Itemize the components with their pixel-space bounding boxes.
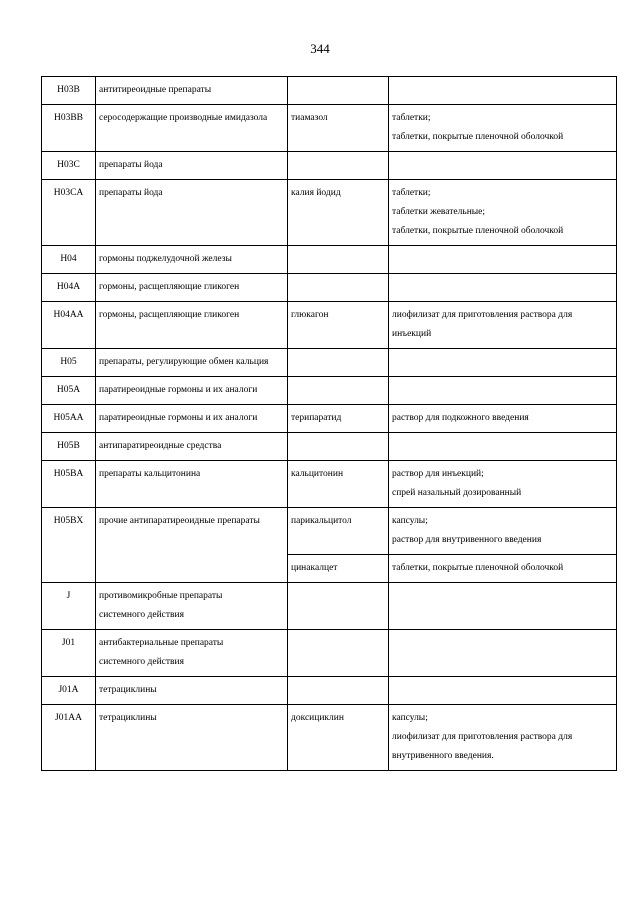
anatomical-group-cell bbox=[96, 377, 288, 405]
table-row bbox=[42, 461, 617, 508]
drug-name-cell bbox=[288, 433, 389, 461]
anatomical-group-line: системного действия bbox=[99, 657, 184, 667]
anatomical-group-cell bbox=[96, 180, 288, 246]
dosage-form-line: лиофилизат для приготовления раствора для bbox=[392, 732, 573, 742]
table-row bbox=[42, 405, 617, 433]
anatomical-group-cell bbox=[96, 274, 288, 302]
anatomical-group-line: паратиреоидные гормоны и их аналоги bbox=[99, 413, 258, 423]
drug-name-cell: тиамазол bbox=[288, 105, 389, 152]
dosage-form-line: таблетки; bbox=[392, 188, 431, 198]
dosage-form-cell bbox=[389, 555, 617, 583]
anatomical-group-cell bbox=[96, 105, 288, 152]
atc-code-cell: H05A bbox=[42, 377, 96, 405]
dosage-form-cell bbox=[389, 705, 617, 771]
dosage-form-cell bbox=[389, 246, 617, 274]
anatomical-group-cell bbox=[96, 677, 288, 705]
atc-code-cell: J01AA bbox=[42, 705, 96, 771]
table-row bbox=[42, 77, 617, 105]
anatomical-group-cell bbox=[96, 349, 288, 377]
atc-table-body bbox=[42, 77, 617, 771]
drug-name-cell bbox=[288, 246, 389, 274]
atc-code-cell: H04AA bbox=[42, 302, 96, 349]
atc-code-cell: H03CA bbox=[42, 180, 96, 246]
drug-name-cell bbox=[288, 377, 389, 405]
dosage-form-cell bbox=[389, 105, 617, 152]
drug-name-cell: цинакалцет bbox=[288, 555, 389, 583]
table-row bbox=[42, 377, 617, 405]
anatomical-group-cell bbox=[96, 433, 288, 461]
dosage-form-cell bbox=[389, 274, 617, 302]
atc-code-cell: H03B bbox=[42, 77, 96, 105]
anatomical-group-line: гормоны, расщепляющие гликоген bbox=[99, 310, 240, 320]
drug-name-cell bbox=[288, 583, 389, 630]
dosage-form-cell bbox=[389, 180, 617, 246]
dosage-form-line: таблетки, покрытые пленочной оболочкой bbox=[392, 563, 564, 573]
dosage-form-line: раствор для инъекций; bbox=[392, 469, 484, 479]
anatomical-group-line: противомикробные препараты bbox=[99, 591, 223, 601]
anatomical-group-cell bbox=[96, 705, 288, 771]
atc-code-cell: H05AA bbox=[42, 405, 96, 433]
drug-name-cell bbox=[288, 274, 389, 302]
drug-name-cell: парикальцитол bbox=[288, 508, 389, 555]
anatomical-group-line: гормоны, расщепляющие гликоген bbox=[99, 282, 240, 292]
anatomical-group-line: препараты, регулирующие обмен кальция bbox=[99, 357, 269, 367]
table-row bbox=[42, 274, 617, 302]
table-row bbox=[42, 349, 617, 377]
anatomical-group-line: тетрациклины bbox=[99, 713, 157, 723]
anatomical-group-line: прочие антипаратиреоидные препараты bbox=[99, 516, 260, 526]
dosage-form-cell bbox=[389, 508, 617, 555]
anatomical-group-line: гормоны поджелудочной железы bbox=[99, 254, 232, 264]
atc-code-cell: H04A bbox=[42, 274, 96, 302]
dosage-form-line: лиофилизат для приготовления раствора для bbox=[392, 310, 573, 320]
dosage-form-line: раствор для внутривенного введения bbox=[392, 535, 542, 545]
anatomical-group-cell bbox=[96, 405, 288, 433]
anatomical-group-line: антибактериальные препараты bbox=[99, 638, 224, 648]
table-row bbox=[42, 508, 617, 555]
atc-code-cell: H05 bbox=[42, 349, 96, 377]
drug-name-cell: доксициклин bbox=[288, 705, 389, 771]
dosage-form-line: капсулы; bbox=[392, 713, 428, 723]
anatomical-group-line: серосодержащие производные имидазола bbox=[99, 113, 268, 123]
drug-name-cell bbox=[288, 77, 389, 105]
anatomical-group-line: паратиреоидные гормоны и их аналоги bbox=[99, 385, 258, 395]
dosage-form-line: таблетки; bbox=[392, 113, 431, 123]
dosage-form-cell bbox=[389, 433, 617, 461]
dosage-form-cell bbox=[389, 461, 617, 508]
anatomical-group-cell bbox=[96, 508, 288, 583]
anatomical-group-cell bbox=[96, 302, 288, 349]
dosage-form-cell bbox=[389, 377, 617, 405]
table-row bbox=[42, 677, 617, 705]
table-row bbox=[42, 705, 617, 771]
atc-code-cell: H05B bbox=[42, 433, 96, 461]
atc-code-cell: H03C bbox=[42, 152, 96, 180]
atc-code-cell: H04 bbox=[42, 246, 96, 274]
table-row bbox=[42, 180, 617, 246]
dosage-form-cell bbox=[389, 677, 617, 705]
atc-code-cell: H05BA bbox=[42, 461, 96, 508]
atc-code-cell: J01 bbox=[42, 630, 96, 677]
atc-code-cell: H03BB bbox=[42, 105, 96, 152]
dosage-form-cell bbox=[389, 152, 617, 180]
drug-name-cell bbox=[288, 152, 389, 180]
atc-code-cell: J bbox=[42, 583, 96, 630]
anatomical-group-line: препараты йода bbox=[99, 160, 163, 170]
anatomical-group-line: препараты кальцитонина bbox=[99, 469, 201, 479]
drug-name-cell bbox=[288, 630, 389, 677]
anatomical-group-cell bbox=[96, 630, 288, 677]
dosage-form-cell bbox=[389, 630, 617, 677]
dosage-form-line: спрей назальный дозированный bbox=[392, 488, 522, 498]
drug-name-cell: глюкагон bbox=[288, 302, 389, 349]
dosage-form-line: таблетки, покрытые пленочной оболочкой bbox=[392, 226, 564, 236]
dosage-form-cell bbox=[389, 77, 617, 105]
dosage-form-line: капсулы; bbox=[392, 516, 428, 526]
anatomical-group-cell bbox=[96, 583, 288, 630]
drug-name-cell: терипаратид bbox=[288, 405, 389, 433]
dosage-form-line: инъекций bbox=[392, 329, 432, 339]
table-row bbox=[42, 433, 617, 461]
drug-name-cell bbox=[288, 677, 389, 705]
dosage-form-line: таблетки, покрытые пленочной оболочкой bbox=[392, 132, 564, 142]
atc-code-cell: J01A bbox=[42, 677, 96, 705]
table-row bbox=[42, 246, 617, 274]
dosage-form-line: внутривенного введения. bbox=[392, 751, 494, 761]
table-row bbox=[42, 583, 617, 630]
anatomical-group-line: антитиреоидные препараты bbox=[99, 85, 212, 95]
dosage-form-cell bbox=[389, 349, 617, 377]
anatomical-group-cell bbox=[96, 246, 288, 274]
drug-name-cell bbox=[288, 349, 389, 377]
table-row bbox=[42, 630, 617, 677]
dosage-form-cell bbox=[389, 583, 617, 630]
table-row bbox=[42, 302, 617, 349]
anatomical-group-line: системного действия bbox=[99, 610, 184, 620]
anatomical-group-cell bbox=[96, 77, 288, 105]
table-row bbox=[42, 105, 617, 152]
table-row bbox=[42, 152, 617, 180]
dosage-form-cell bbox=[389, 405, 617, 433]
dosage-form-line: раствор для подкожного введения bbox=[392, 413, 529, 423]
atc-code-cell: H05BX bbox=[42, 508, 96, 583]
dosage-form-cell bbox=[389, 302, 617, 349]
anatomical-group-cell bbox=[96, 152, 288, 180]
page-number: 344 bbox=[310, 41, 330, 56]
anatomical-group-line: тетрациклины bbox=[99, 685, 157, 695]
dosage-form-line: таблетки жевательные; bbox=[392, 207, 486, 217]
anatomical-group-line: препараты йода bbox=[99, 188, 163, 198]
anatomical-group-cell bbox=[96, 461, 288, 508]
atc-table bbox=[41, 76, 617, 771]
drug-name-cell: кальцитонин bbox=[288, 461, 389, 508]
anatomical-group-line: антипаратиреоидные средства bbox=[99, 441, 222, 451]
drug-name-cell: калия йодид bbox=[288, 180, 389, 246]
